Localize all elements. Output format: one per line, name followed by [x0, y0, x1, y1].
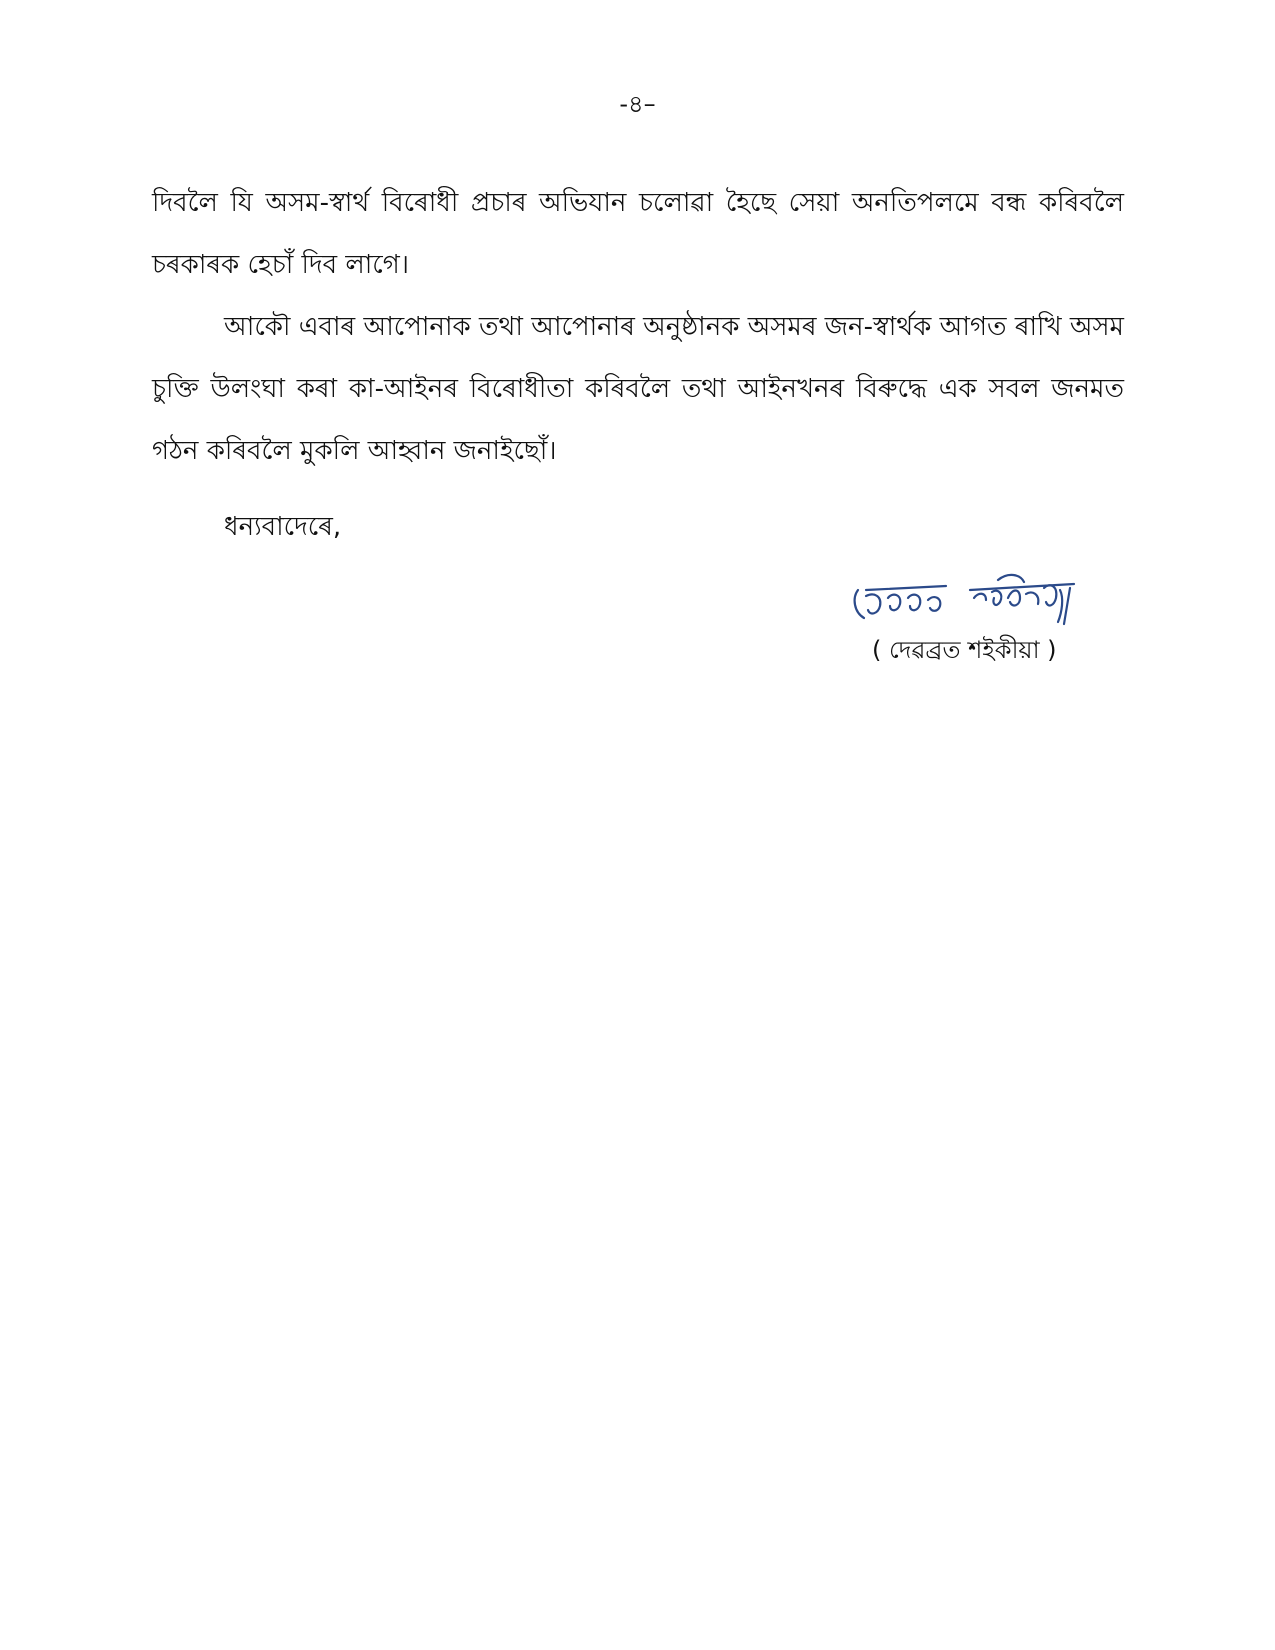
closing-salutation: ধন্যবাদেৰে,	[224, 512, 342, 542]
body-paragraph: আকৌ এবাৰ আপোনাক তথা আপোনাৰ অনুষ্ঠানক অসমৰ জন-স্বাৰ্থক আগত ৰাখি অসম চুক্তি উলংঘা কৰা কা-আইনৰ বিৰোধীতা কৰিবলৈ তথা আইনখনৰ বিৰুদ্ধে এক সবল জনমত গঠন কৰিবলৈ মুকলি আহ্বান জনাইছোঁ।	[152, 312, 1124, 466]
body-paragraph: দিবলৈ যি অসম-স্বাৰ্থ বিৰোধী প্ৰচাৰ অভিযান চলোৱা হৈছে সেয়া অনতিপলমে বন্ধ কৰিবলৈ চৰকাৰক হেচাঁ দিব লাগে।	[152, 188, 1124, 280]
handwritten-signature	[848, 568, 1108, 640]
signatory-name: ( দেৱব্ৰত শইকীয়া )	[872, 636, 1057, 664]
page-number: -৪–	[619, 90, 656, 118]
